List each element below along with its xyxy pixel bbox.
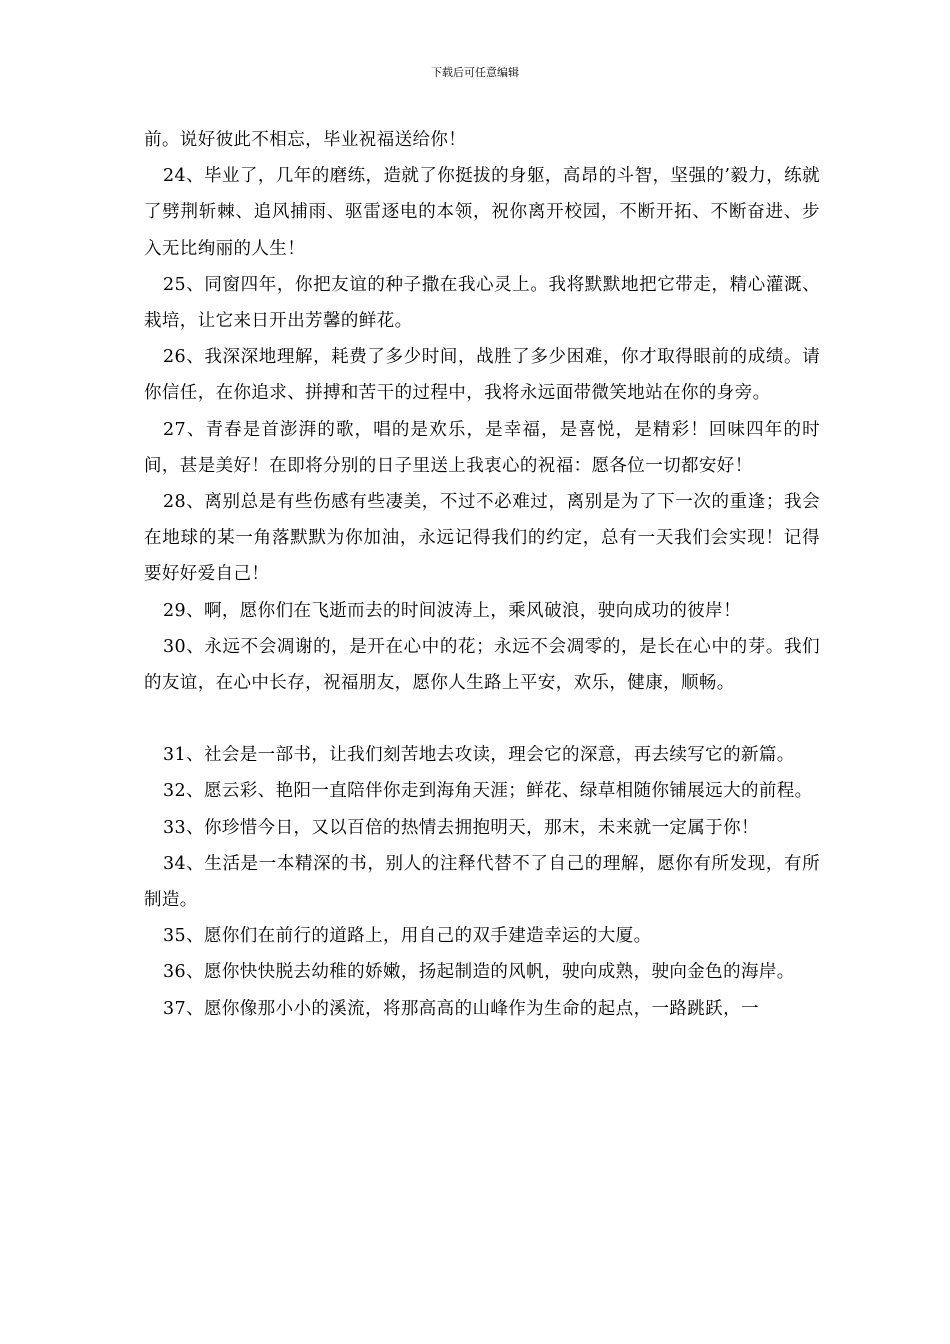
paragraph-30: 30、永远不会凋谢的，是开在心中的花；永远不会凋零的，是长在心中的芽。我们的友谊，在心中长存，祝福朋友，愿你人生路上平安，欢乐，健康，顺畅。 [144,636,820,694]
paragraph-28: 28、离别总是有些伤感有些凄美，不过不必难过，离别是为了下一次的重逢；我会在地球的某一角落默默为你加油，永远记得我们的约定，总有一天我们会实现！记得要好好爱自己！ [144,492,820,585]
paragraph-27: 27、青春是首澎湃的歌，唱的是欢乐，是幸福，是喜悦，是精彩！回味四年的时间，甚是美好！在即将分别的日子里送上我衷心的祝福：愿各位一切都安好！ [144,419,820,476]
paragraph-26: 26、我深深地理解，耗费了多少时间，战胜了多少困难，你才取得眼前的成绩。请你信任，在你追求、拼搏和苦干的过程中，我将永远面带微笑地站在你的身旁。 [144,347,820,404]
paragraph-36: 36、愿你快快脱去幼稚的娇嫩，扬起制造的风帆，驶向成熟，驶向金色的海岸。 [163,962,795,983]
paragraph-33: 33、你珍惜今日，又以百倍的热情去拥抱明天，那末，未来就一定属于你！ [163,817,759,838]
paragraph-25: 25、同窗四年，你把友谊的种子撒在我心灵上。我将默默地把它带走，精心灌溉、栽培，让它来日开出芳馨的鲜花。 [144,274,820,332]
paragraph-34: 34、生活是一本精深的书，别人的注释代替不了自己的理解，愿你有所发现，有所制造。 [144,853,820,911]
paragraph-29: 29、啊，愿你们在飞逝而去的时间波涛上，乘风破浪，驶向成功的彼岸！ [163,600,741,621]
paragraph-continuation: 前。说好彼此不相忘，毕业祝福送给你！ [144,130,467,150]
document-body [144,122,820,1027]
page-header: 下载后可任意编辑 [431,66,519,79]
paragraph-35: 35、愿你们在前行的道路上，用自己的双手建造幸运的大厦。 [163,926,652,947]
paragraph-32: 32、愿云彩、艳阳一直陪伴你走到海角天涯；鲜花、绿草相随你铺展远大的前程。 [163,781,813,802]
paragraph-37: 37、愿你像那小小的溪流，将那高高的山峰作为生命的起点，一路跳跃，一 [163,998,759,1019]
paragraph-24: 24、毕业了，几年的磨练，造就了你挺拔的身躯，高昂的斗智，坚强的’毅力，练就了劈荆斩棘、追风捕雨、驱雷逐电的本领，祝你离开校园，不断开拓、不断奋进、步入无比绚丽的人生！ [144,166,820,259]
paragraph-spacer [144,701,820,737]
paragraph-31: 31、社会是一部书，让我们刻苦地去攻读，理会它的深意，再去续写它的新篇。 [163,745,795,766]
